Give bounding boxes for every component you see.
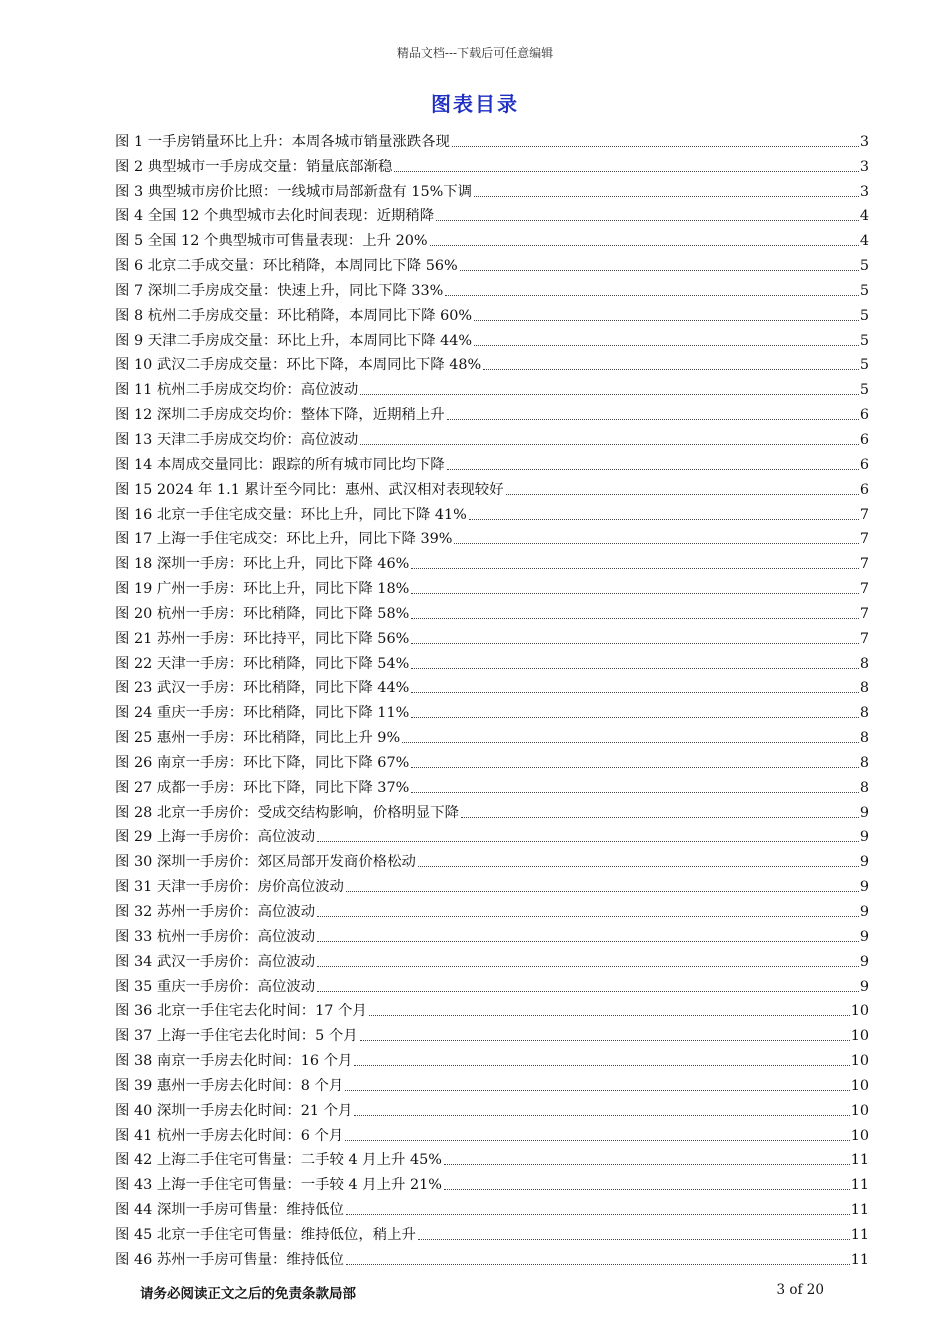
dot-leader <box>317 966 859 967</box>
toc-entry[interactable] <box>115 1245 869 1270</box>
dot-leader <box>345 1090 849 1091</box>
toc-entry-label: 图 33 杭州一手房价：高位波动 <box>115 928 316 945</box>
toc-entry-page: 7 <box>859 506 869 523</box>
toc-entry[interactable] <box>115 574 869 599</box>
toc-entry-label: 图 15 2024 年 1.1 累计至今同比：惠州、武汉相对表现较好 <box>115 481 504 498</box>
toc-entry-page: 5 <box>859 282 869 299</box>
toc-entry[interactable] <box>115 525 869 550</box>
dot-leader <box>444 1164 850 1165</box>
toc-entry-label: 图 34 武汉一手房价：高位波动 <box>115 953 316 970</box>
toc-entry[interactable] <box>115 624 869 649</box>
toc-entry-page: 7 <box>859 581 869 598</box>
dot-leader <box>317 941 859 942</box>
toc-entry-label: 图 46 苏州一手房可售量：维持低位 <box>115 1251 344 1268</box>
dot-leader <box>394 171 859 172</box>
toc-entry-label: 图 11 杭州二手房成交均价：高位波动 <box>115 382 359 399</box>
dot-leader <box>411 792 859 793</box>
toc-entry-label: 图 39 惠州一手房去化时间：8 个月 <box>115 1077 344 1094</box>
dot-leader <box>474 196 859 197</box>
dot-leader <box>317 916 859 917</box>
toc-entry[interactable] <box>115 649 869 674</box>
toc-entry-page: 8 <box>859 730 869 747</box>
toc-entry[interactable] <box>115 549 869 574</box>
toc-entry[interactable] <box>115 698 869 723</box>
toc-entry-page: 5 <box>859 357 869 374</box>
toc-entry-page: 4 <box>859 208 869 225</box>
toc-entry-page: 9 <box>859 978 869 995</box>
toc-entry[interactable] <box>115 897 869 922</box>
toc-entry-page: 11 <box>850 1177 869 1194</box>
toc-entry-page: 11 <box>850 1226 869 1243</box>
toc-entry-label: 图 41 杭州一手房去化时间：6 个月 <box>115 1127 344 1144</box>
dot-leader <box>411 717 859 718</box>
toc-entry[interactable] <box>115 276 869 301</box>
dot-leader <box>346 1214 850 1215</box>
dot-leader <box>460 270 859 271</box>
toc-entry-label: 图 30 深圳一手房价：郊区局部开发商价格松动 <box>115 854 416 871</box>
toc-entry[interactable] <box>115 152 869 177</box>
toc-entry[interactable] <box>115 226 869 251</box>
dot-leader <box>317 841 859 842</box>
toc-entry-page: 3 <box>859 183 869 200</box>
toc-entry-label: 图 14 本周成交量同比：跟踪的所有城市同比均下降 <box>115 456 445 473</box>
toc-entry-page: 9 <box>859 904 869 920</box>
toc-entry-label: 图 12 深圳二手房成交均价：整体下降，近期稍上升 <box>115 407 445 424</box>
dot-leader <box>430 245 859 246</box>
toc-entry[interactable] <box>115 1220 869 1245</box>
toc-entry-label: 图 40 深圳一手房去化时间：21 个月 <box>115 1102 353 1119</box>
toc-entry[interactable] <box>115 773 869 798</box>
toc-entry[interactable] <box>115 326 869 351</box>
toc-entry[interactable] <box>115 1195 869 1220</box>
toc-entry[interactable] <box>115 1170 869 1195</box>
toc-entry[interactable] <box>115 847 869 872</box>
toc-entry[interactable] <box>115 599 869 624</box>
toc-entry[interactable] <box>115 1021 869 1046</box>
toc-entry-label: 图 42 上海二手住宅可售量：二手较 4 月上升 45% <box>115 1152 442 1169</box>
toc-entry-label: 图 25 惠州一手房：环比稍降，同比上升 9% <box>115 730 401 747</box>
toc-entry-page: 5 <box>859 258 869 275</box>
toc-entry-page: 8 <box>859 680 869 697</box>
toc-entry[interactable] <box>115 972 869 997</box>
dot-leader <box>447 469 859 470</box>
toc-entry-page: 11 <box>850 1202 869 1219</box>
toc-entry-label: 图 7 深圳二手房成交量：快速上升，同比下降 33% <box>115 282 444 299</box>
toc-entry-page: 9 <box>859 829 869 846</box>
toc-entry-label: 图 37 上海一手住宅去化时间：5 个月 <box>115 1028 358 1045</box>
dot-leader <box>454 543 858 544</box>
toc-entry-page: 6 <box>859 456 869 473</box>
page-number: 3 of 20 <box>776 1282 824 1298</box>
dot-leader <box>402 742 859 743</box>
toc-entry-page: 10 <box>850 1028 869 1045</box>
toc-entry[interactable] <box>115 177 869 202</box>
toc-entry[interactable] <box>115 1146 869 1171</box>
toc-entry-label: 图 26 南京一手房：环比下降，同比下降 67% <box>115 754 410 771</box>
toc-entry[interactable] <box>115 997 869 1022</box>
toc-entry-page: 4 <box>859 233 869 250</box>
toc-entry-page: 9 <box>859 928 869 945</box>
toc-entry-label: 图 18 深圳一手房：环比上升，同比下降 46% <box>115 556 410 573</box>
toc-entry-page: 3 <box>859 133 869 150</box>
dot-leader <box>411 767 859 768</box>
dot-leader <box>452 146 859 147</box>
toc-entry-page: 10 <box>850 1102 869 1119</box>
toc-entry-page: 10 <box>850 1127 869 1144</box>
dot-leader <box>411 618 859 619</box>
dot-leader <box>411 668 859 669</box>
toc-entry[interactable] <box>115 202 869 227</box>
toc-entry-label: 图 5 全国 12 个典型城市可售量表现：上升 20% <box>115 233 428 250</box>
toc-entry[interactable] <box>115 425 869 450</box>
toc-entry[interactable] <box>115 798 869 823</box>
toc-entry-label: 图 35 重庆一手房价：高位波动 <box>115 978 316 995</box>
toc-entry-label: 图 1 一手房销量环比上升：本周各城市销量涨跌各现 <box>115 133 450 150</box>
toc-entry-page: 9 <box>859 804 869 821</box>
toc-entry[interactable] <box>115 351 869 376</box>
toc-entry[interactable] <box>115 500 869 525</box>
toc-entry[interactable] <box>115 127 869 152</box>
dot-leader <box>483 369 859 370</box>
footer-disclaimer: 请务必阅读正文之后的免责条款局部 <box>140 1286 356 1302</box>
page-header: 精品文档---下载后可任意编辑 <box>396 46 554 60</box>
toc-entry-label: 图 45 北京一手住宅可售量：维持低位，稍上升 <box>115 1226 416 1243</box>
dot-leader <box>346 891 859 892</box>
toc-entry-page: 7 <box>859 531 869 548</box>
toc-entry[interactable] <box>115 375 869 400</box>
dot-leader <box>447 419 859 420</box>
toc-entry-page: 6 <box>859 431 869 448</box>
toc-entry-label: 图 13 天津二手房成交均价：高位波动 <box>115 431 359 448</box>
toc-entry-label: 图 21 苏州一手房：环比持平，同比下降 56% <box>115 630 410 647</box>
toc-entry[interactable] <box>115 947 869 972</box>
toc-entry-page: 7 <box>859 605 869 622</box>
toc-entry[interactable] <box>115 400 869 425</box>
toc-entry-page: 11 <box>850 1251 869 1268</box>
toc-entry-page: 8 <box>859 779 869 796</box>
dot-leader <box>469 519 859 520</box>
toc-entry-page: 10 <box>850 1053 869 1070</box>
toc-entry-label: 图 32 苏州一手房价：高位波动 <box>115 904 316 920</box>
toc-entry-label: 图 10 武汉二手房成交量：环比下降，本周同比下降 48% <box>115 357 482 374</box>
dot-leader <box>346 1264 850 1265</box>
toc-entry[interactable] <box>115 1046 869 1071</box>
toc-entry-page: 5 <box>859 332 869 349</box>
toc-entry-label: 图 17 上海一手住宅成交：环比上升，同比下降 39% <box>115 531 453 548</box>
toc-entry-label: 图 2 典型城市一手房成交量：销量底部渐稳 <box>115 158 393 175</box>
toc-entry-page: 9 <box>859 879 869 896</box>
toc-entry[interactable] <box>115 872 869 897</box>
toc-entry[interactable] <box>115 723 869 748</box>
toc-entry[interactable] <box>115 1121 869 1146</box>
toc-entry-label: 图 29 上海一手房价：高位波动 <box>115 829 316 846</box>
toc-entry[interactable] <box>115 823 869 848</box>
toc-entry-label: 图 28 北京一手房价：受成交结构影响，价格明显下降 <box>115 804 460 821</box>
dot-leader <box>506 494 859 495</box>
dot-leader <box>317 991 859 992</box>
toc-entry-label: 图 36 北京一手住宅去化时间：17 个月 <box>115 1003 367 1020</box>
toc-entry-page: 6 <box>859 481 869 498</box>
toc-entry-page: 3 <box>859 158 869 175</box>
toc-entry-page: 5 <box>859 307 869 324</box>
dot-leader <box>411 593 859 594</box>
toc-entry[interactable] <box>115 674 869 699</box>
toc-entry-label: 图 16 北京一手住宅成交量：环比上升，同比下降 41% <box>115 506 467 523</box>
toc-entry-label: 图 43 上海一手住宅可售量：一手较 4 月上升 21% <box>115 1177 442 1194</box>
dot-leader <box>360 1040 850 1041</box>
dot-leader <box>345 1140 849 1141</box>
toc-entry-page: 7 <box>859 630 869 647</box>
toc-entry-label: 图 6 北京二手成交量：环比稍降，本周同比下降 56% <box>115 258 458 275</box>
toc-entry-page: 6 <box>859 407 869 424</box>
toc-entry-page: 9 <box>859 854 869 871</box>
dot-leader <box>369 1015 850 1016</box>
toc-entry[interactable] <box>115 922 869 947</box>
dot-leader <box>360 444 859 445</box>
toc-entry-page: 11 <box>850 1152 869 1169</box>
toc-entry-page: 7 <box>859 556 869 573</box>
toc-entry-page: 8 <box>859 754 869 771</box>
dot-leader <box>474 320 859 321</box>
toc-entry-label: 图 3 典型城市房价比照：一线城市局部新盘有 15%下调 <box>115 183 473 200</box>
toc-entry-label: 图 8 杭州二手房成交量：环比稍降，本周同比下降 60% <box>115 307 473 324</box>
toc-entry[interactable] <box>115 301 869 326</box>
dot-leader <box>354 1065 849 1066</box>
toc-entry-page: 5 <box>859 382 869 399</box>
dot-leader <box>436 220 859 221</box>
toc-entry-label: 图 23 武汉一手房：环比稍降，同比下降 44% <box>115 680 410 697</box>
toc-entry-label: 图 31 天津一手房价：房价高位波动 <box>115 879 344 896</box>
toc-entry-page: 8 <box>859 705 869 722</box>
toc-entry-label: 图 4 全国 12 个典型城市去化时间表现：近期稍降 <box>115 208 435 225</box>
toc-entry-label: 图 44 深圳一手房可售量：维持低位 <box>115 1202 344 1219</box>
dot-leader <box>444 1189 850 1190</box>
toc-entry-label: 图 22 天津一手房：环比稍降，同比下降 54% <box>115 655 410 672</box>
dot-leader <box>354 1115 849 1116</box>
toc-entry-label: 图 24 重庆一手房：环比稍降，同比下降 11% <box>115 705 410 722</box>
toc-title: 图表目录 <box>431 92 519 116</box>
dot-leader <box>418 1239 850 1240</box>
toc-entry-page: 9 <box>859 953 869 970</box>
toc-entry-label: 图 9 天津二手房成交量：环比上升，本周同比下降 44% <box>115 332 473 349</box>
toc-entry-label: 图 38 南京一手房去化时间：16 个月 <box>115 1053 353 1070</box>
toc-entry-label: 图 19 广州一手房：环比上升，同比下降 18% <box>115 581 410 598</box>
toc-entry[interactable] <box>115 1071 869 1096</box>
dot-leader <box>360 394 859 395</box>
toc-entry[interactable] <box>115 251 869 276</box>
toc-entry[interactable] <box>115 1096 869 1121</box>
toc-entry-label: 图 27 成都一手房：环比下降，同比下降 37% <box>115 779 410 796</box>
toc-entry[interactable] <box>115 450 869 475</box>
dot-leader <box>461 817 859 818</box>
dot-leader <box>411 643 859 644</box>
dot-leader <box>411 692 859 693</box>
toc-entry[interactable] <box>115 748 869 773</box>
toc-entry-page: 10 <box>850 1003 869 1020</box>
dot-leader <box>474 345 859 346</box>
figure-list <box>115 127 869 1270</box>
toc-entry-page: 8 <box>859 655 869 672</box>
toc-entry-page: 10 <box>850 1077 869 1094</box>
dot-leader <box>445 295 859 296</box>
dot-leader <box>411 568 859 569</box>
dot-leader <box>418 866 859 867</box>
toc-entry[interactable] <box>115 475 869 500</box>
toc-entry-label: 图 20 杭州一手房：环比稍降，同比下降 58% <box>115 605 410 622</box>
